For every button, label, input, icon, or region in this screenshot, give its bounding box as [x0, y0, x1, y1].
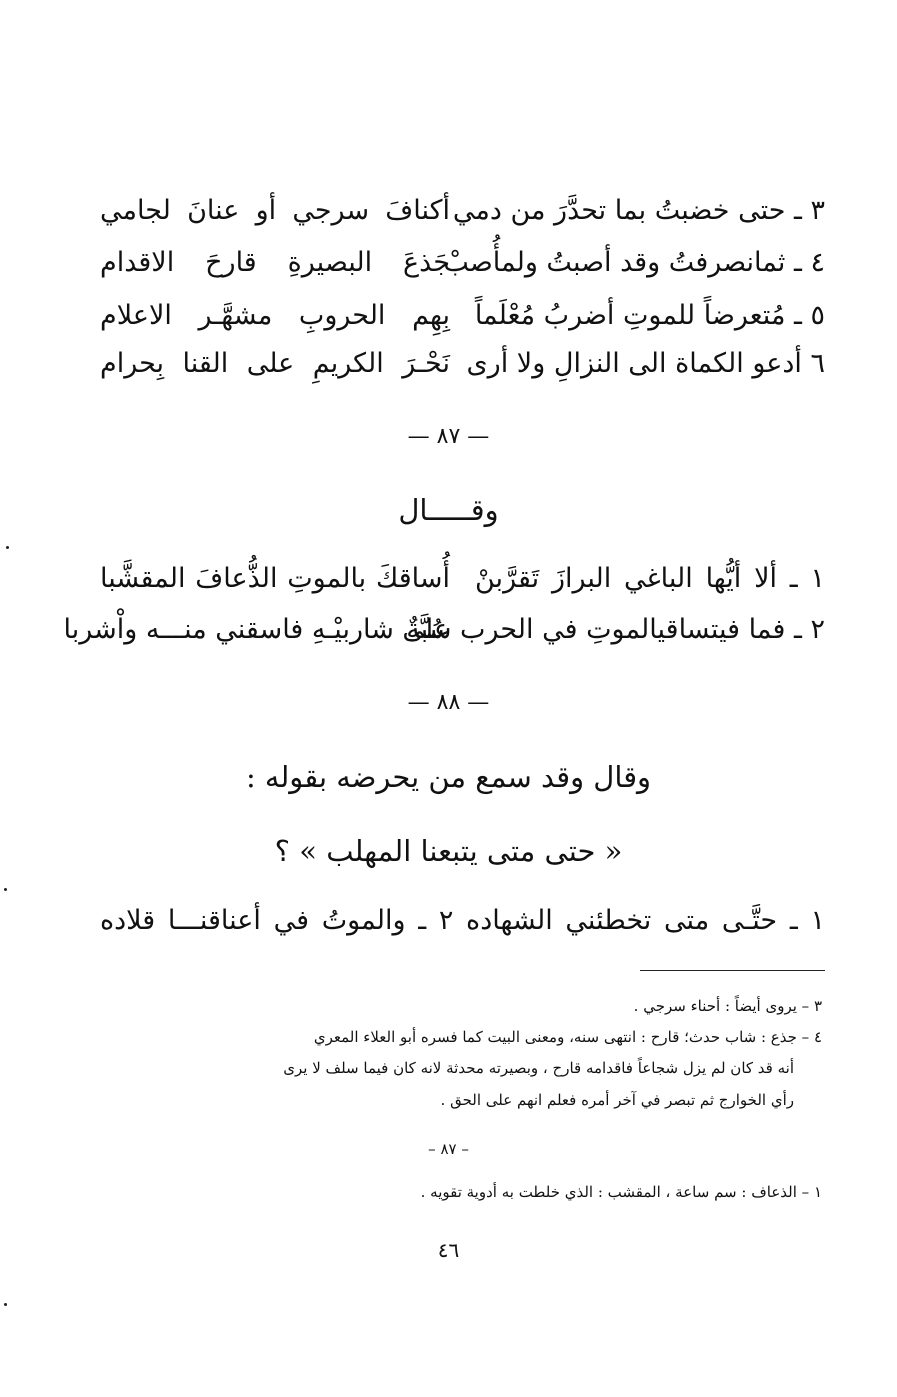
quoted-verse: « حتى متى يتبعنا المهلب » ؟ — [274, 834, 623, 868]
footnote-divider — [640, 970, 825, 971]
section-number-88: — ٨٨ — — [407, 690, 490, 715]
verse-5-first-hemistich: ٥ ـ مُتعرضاً للموتِ أضربُ مُعْلَماً — [474, 300, 825, 331]
verse-3-second-hemistich: أكنافَ سرجي أو عنانَ لجامي — [100, 195, 450, 226]
footnote-1-section-87: ١ – الذعاف : سم ساعة ، المقشب : الذي خلطت به أدوية تقويه . — [420, 1183, 822, 1201]
section-number-87: — ٨٧ — — [407, 424, 490, 449]
verse-5-second-hemistich: بِهِم الحروبِ مشهَّـر الاعلام — [100, 300, 450, 331]
section-heading-qal: وقـــــال — [398, 493, 499, 527]
verse-4 — [100, 245, 825, 281]
footnote-4: ٤ – جذع : شاب حدث؛ قارح : انتهى سنه، ومعنى البيت كما فسره أبو العلاء المعري — [313, 1028, 822, 1046]
section-heading-88: وقال وقد سمع من يحرضه بقوله : — [245, 760, 652, 794]
verse-section-88: ١ ـ حتَّـى متى تخطئني الشهاده ٢ ـ والموتُ في أعناقنـــا قلاده — [100, 905, 825, 936]
verse-3 — [100, 193, 825, 229]
verse-6 — [100, 346, 825, 382]
verse-1-second-hemistich: أُساقكَ بالموتِ الذُّعافَ المقشَّبا — [100, 563, 450, 594]
scan-speck — [6, 546, 9, 549]
verse-1-first-hemistich: ١ ـ ألا أيُّها الباغي البرازَ تَقرَّبنْ — [475, 563, 825, 594]
footnote-section-87: – ٨٧ – — [428, 1140, 469, 1158]
verse-5 — [100, 298, 825, 334]
scan-speck — [4, 888, 7, 891]
footnote-4-line-3: رأي الخوارج ثم تبصر في آخر أمره فعلم انهم على الحق . — [440, 1091, 794, 1109]
verse-1-section-87 — [100, 561, 825, 597]
verse-6-second-hemistich: نَحْـرَ الكريمِ على القنا بِحرام — [100, 348, 450, 379]
footnote-3: ٣ – يروى أيضاً : أحناء سرجي . — [633, 997, 822, 1015]
footnote-4-line-2: أنه قد كان لم يزل شجاعاً فاقدامه قارح ، وبصيرته محدثة لانه كان فيما سلف لا يرى — [283, 1059, 794, 1077]
verse-3-first-hemistich: ٣ ـ حتى خضبتُ بما تحدَّرَ من دمي — [452, 195, 825, 226]
page-number: ٤٦ — [437, 1238, 460, 1262]
verse-2-section-87 — [63, 612, 825, 648]
verse-2-first-hemistich: ٢ ـ فما فيتساقيالموتِ في الحرب سُبَّةٌ — [406, 614, 825, 645]
verse-2-second-hemistich: على شاربيْـهِ فاسقني منـــه واْشربا — [63, 614, 450, 645]
verse-4-second-hemistich: جَذعَ البصيرةِ قارحَ الاقدام — [100, 247, 450, 278]
verse-4-first-hemistich: ٤ ـ ثمانصرفتُ وقد أصبتُ ولمأُصبْ — [443, 247, 825, 278]
verse-6-first-hemistich: ٦ أدعو الكماة الى النزالِ ولا أرى — [466, 348, 825, 379]
scan-speck — [4, 1303, 7, 1306]
